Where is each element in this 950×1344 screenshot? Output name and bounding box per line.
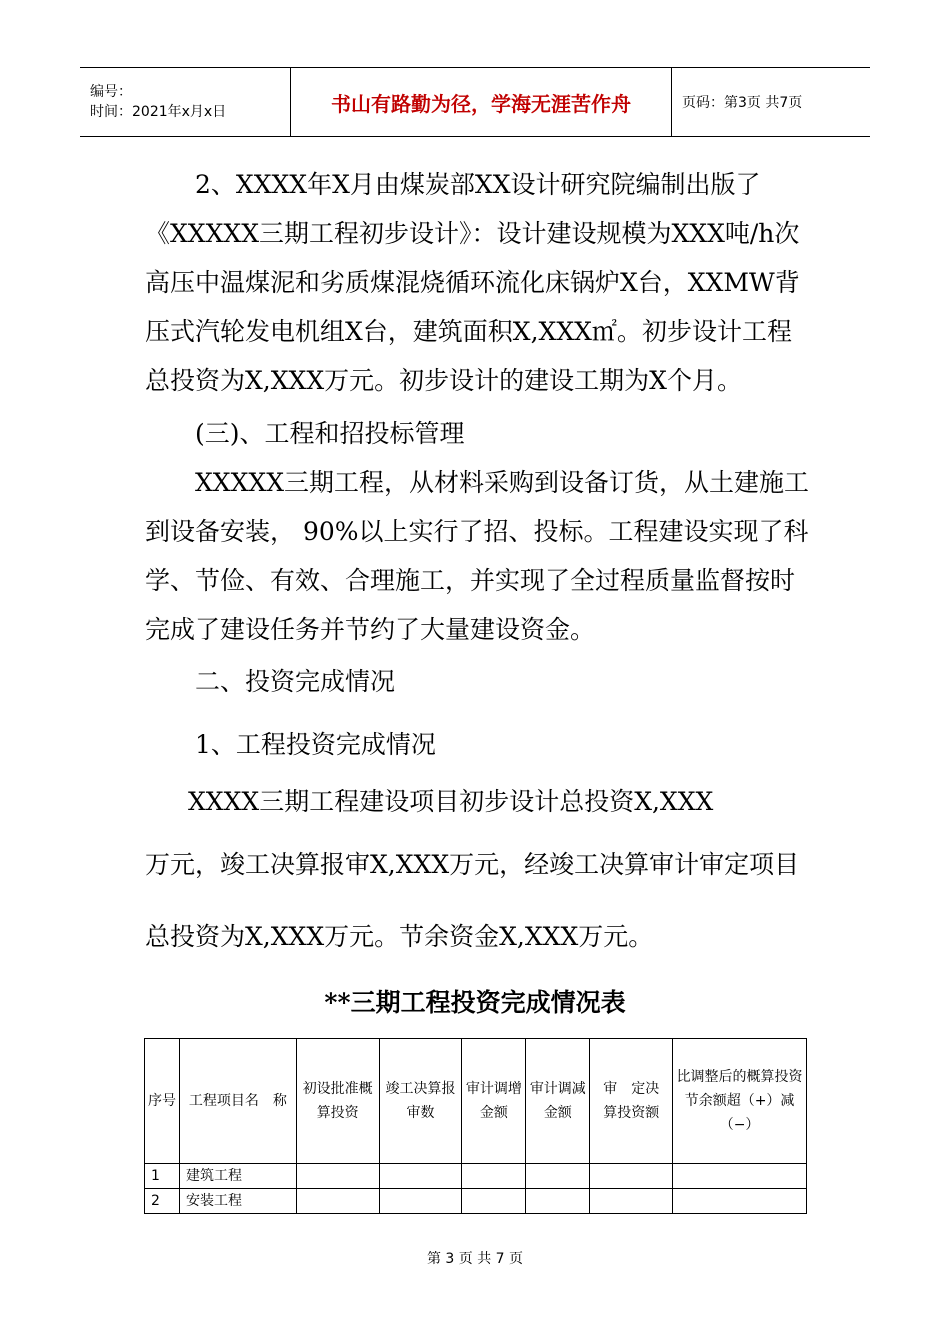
col-header-surplus: 比调整后的概算投资节余额超（+）减（−） bbox=[673, 1039, 807, 1164]
table-header-row bbox=[145, 1039, 807, 1164]
investment-line-1: XXXX三期工程建设项目初步设计总投资X,XXX bbox=[188, 787, 714, 816]
table-cell bbox=[379, 1164, 462, 1189]
table-cell: 2 bbox=[145, 1189, 180, 1214]
table-cell: 安装工程 bbox=[179, 1189, 296, 1214]
table-cell bbox=[590, 1164, 673, 1189]
table-cell bbox=[296, 1189, 379, 1214]
paragraph-tender-management: XXXXX三期工程，从材料采购到设备订货，从土建施工到设备安装， 90%以上实行了招、投标。工程建设实现了科学、节俭、有效、合理施工，并实现了全过程质量监督按时完成了建设任务并节约了大量建设资金。 bbox=[145, 468, 809, 644]
col-header-approved: 审 定决 算投资额 bbox=[590, 1039, 673, 1164]
table-row bbox=[145, 1164, 807, 1189]
investment-table bbox=[144, 1038, 807, 1214]
table-cell: 1 bbox=[145, 1164, 180, 1189]
table-cell bbox=[673, 1164, 807, 1189]
section-heading-tender: (三)、工程和招投标管理 bbox=[195, 419, 465, 448]
col-header-budget: 初设批准概算投资 bbox=[296, 1039, 379, 1164]
document-header bbox=[80, 67, 870, 137]
col-header-audit-decrease: 审计调减金额 bbox=[526, 1039, 590, 1164]
col-header-project: 工程项目名 称 bbox=[179, 1039, 296, 1164]
table-cell bbox=[526, 1164, 590, 1189]
doc-number-label: 编号： bbox=[90, 84, 132, 100]
header-meta bbox=[80, 68, 291, 136]
col-header-final-account: 竣工决算报审数 bbox=[379, 1039, 462, 1164]
investment-line-2: 万元，竣工决算报审X,XXX万元，经竣工决算审计审定项目 bbox=[145, 850, 800, 879]
subsection-heading-investment: 1、工程投资完成情况 bbox=[195, 730, 436, 759]
table-cell bbox=[673, 1189, 807, 1214]
doc-date-label: 时间：2021年x月x日 bbox=[90, 104, 227, 120]
page-footer: 第 3 页 共 7 页 bbox=[426, 1251, 524, 1267]
investment-line-3: 总投资为X,XXX万元。节余资金X,XXX万元。 bbox=[145, 922, 654, 951]
table-cell: 建筑工程 bbox=[179, 1164, 296, 1189]
table-cell bbox=[526, 1189, 590, 1214]
header-motto: 书山有路勤为径，学海无涯苦作舟 bbox=[291, 68, 672, 136]
table-cell bbox=[462, 1189, 526, 1214]
table-cell bbox=[296, 1164, 379, 1189]
paragraph-design-info: 2、XXXX年X月由煤炭部XX设计研究院编制出版了《XXXXX三期工程初步设计》：设计建设规模为XXX吨/h次高压中温煤泥和劣质煤混烧循环流化床锅炉X台，XXMW背压式汽轮发电机组X台，建筑面积X,XXX㎡。初步设计工程总投资为X,XXX万元。初步设计的建设工期为X个月。 bbox=[145, 170, 800, 395]
header-page-label: 页码：第3页 共7页 bbox=[682, 95, 803, 111]
table-cell bbox=[590, 1189, 673, 1214]
section-heading-investment: 二、投资完成情况 bbox=[195, 667, 396, 696]
table-cell bbox=[462, 1164, 526, 1189]
table-title: **三期工程投资完成情况表 bbox=[324, 988, 626, 1017]
table-row bbox=[145, 1189, 807, 1214]
col-header-audit-increase: 审计调增金额 bbox=[462, 1039, 526, 1164]
table-cell bbox=[379, 1189, 462, 1214]
col-header-index: 序号 bbox=[145, 1039, 180, 1164]
